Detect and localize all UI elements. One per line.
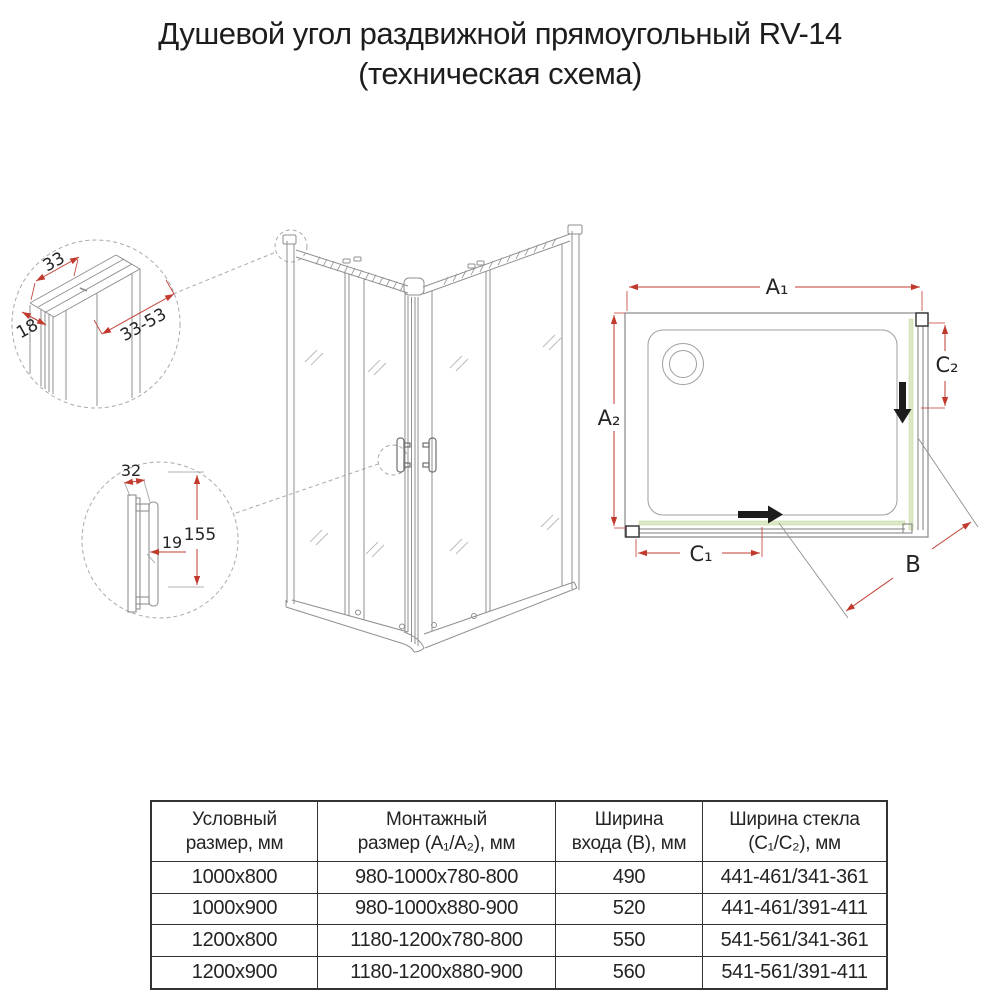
- spec-cell: 980-1000x780-800: [318, 862, 556, 894]
- profile-thickness-dim: 18: [13, 315, 42, 344]
- spec-cell: 541-561/341-361: [703, 925, 886, 957]
- spec-cell: 541-561/391-411: [721, 960, 868, 983]
- spec-cell: 550: [556, 925, 703, 957]
- handle-gap-dim: 19: [161, 533, 183, 552]
- spec-cell: 520: [556, 894, 703, 926]
- door-handles: [397, 438, 436, 472]
- spec-table: [150, 800, 888, 990]
- drain-icon: [663, 344, 704, 385]
- diagonal-extension-lines: [779, 438, 978, 618]
- handle-width-dim: 32: [120, 461, 142, 480]
- glass-shine-marks: [305, 335, 561, 557]
- spec-cell: 1000x800: [152, 862, 318, 894]
- page-title-line1: Душевой угол раздвижной прямоугольный RV-14: [158, 16, 842, 51]
- dim-label-c2: C₂: [935, 353, 959, 377]
- spec-header-mounting: Монтажный размер (A₁/A₂), мм: [318, 802, 556, 862]
- slide-direction-arrows: [738, 382, 912, 524]
- spec-cell: 1200x800: [152, 925, 318, 957]
- dim-label-a1: A₁: [765, 275, 789, 299]
- shower-tray-outline: [625, 313, 928, 537]
- plan-view: [625, 313, 978, 618]
- spec-header-glass: Ширина стекла (C₁/C₂), мм: [703, 802, 886, 862]
- profile-leader-line: [173, 252, 276, 294]
- spec-cell: 441-461/391-411: [703, 894, 886, 926]
- wall-profile-top-right: [916, 313, 928, 326]
- spec-header-size: Условный размер, мм: [152, 802, 318, 862]
- spec-cell: 1200x900: [152, 957, 318, 989]
- profile-width-dim: 33: [39, 248, 69, 277]
- dim-label-b: B: [905, 552, 921, 578]
- left-door-handle: [397, 438, 404, 472]
- dim-label-a2: A₂: [597, 406, 621, 430]
- bottom-glass-panel: [639, 521, 905, 525]
- spec-cell: 490: [556, 862, 703, 894]
- right-glass-panel: [909, 319, 913, 530]
- handle-height-dim: 155: [183, 525, 217, 545]
- spec-cell: 560: [556, 957, 703, 989]
- spec-cell: 1180-1200x880-900: [318, 957, 556, 989]
- handle-detail-drawing: [128, 495, 158, 612]
- wall-profile-bottom-left: [626, 526, 639, 537]
- spec-cell: 441-461/341-361: [703, 862, 886, 894]
- spec-header-entry: Ширина входа (B), мм: [556, 802, 703, 862]
- shower-tray-inner: [648, 330, 897, 515]
- dim-label-c1: C₁: [689, 542, 713, 566]
- profile-range-dim: 33-53: [117, 304, 170, 346]
- spec-cell: 1000x900: [152, 894, 318, 926]
- spec-cell: 980-1000x880-900: [318, 894, 556, 926]
- page-title-line2: (техническая схема): [358, 56, 642, 91]
- spec-cell: 1180-1200x780-800: [318, 925, 556, 957]
- handle-leader-line: [236, 464, 378, 513]
